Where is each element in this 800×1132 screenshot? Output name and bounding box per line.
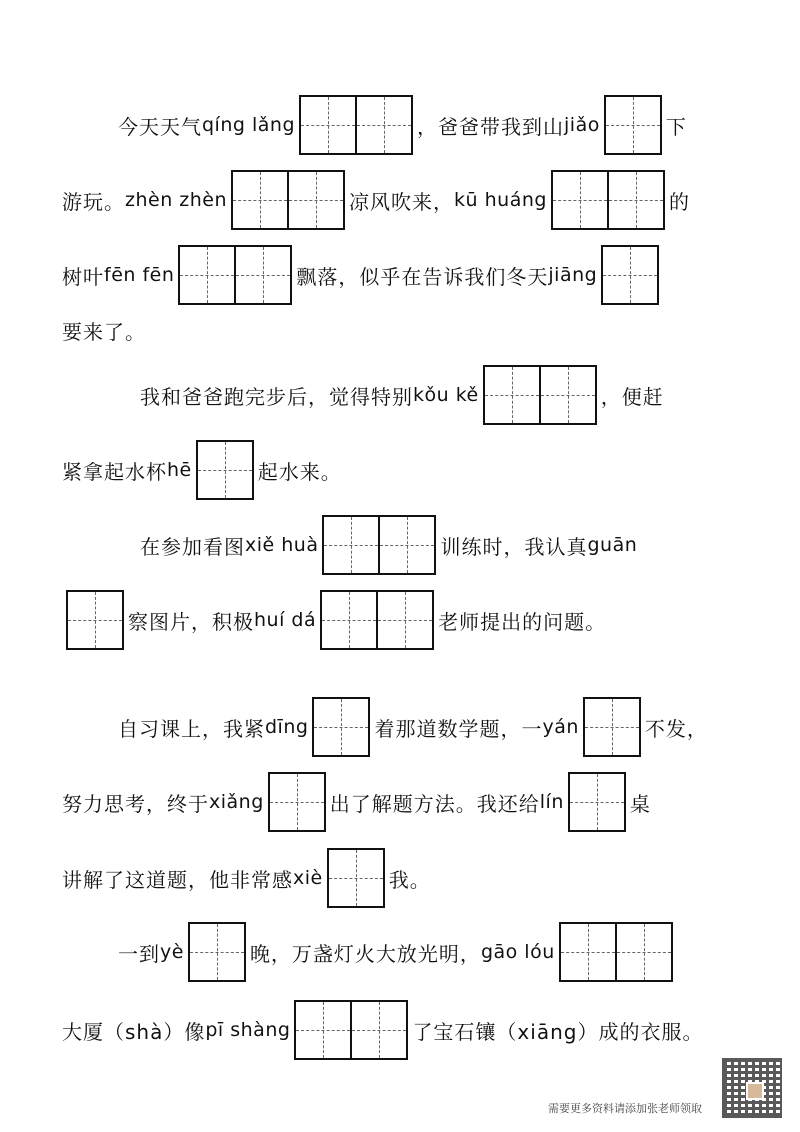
pinyin-prompt: qíng lǎng bbox=[202, 114, 296, 136]
pinyin-prompt: xiǎng bbox=[209, 791, 264, 813]
answer-box[interactable] bbox=[231, 170, 289, 230]
answer-box[interactable] bbox=[322, 515, 380, 575]
answer-box-group[interactable] bbox=[551, 170, 665, 230]
answer-box-group[interactable] bbox=[231, 170, 345, 230]
answer-box[interactable] bbox=[607, 170, 665, 230]
answer-box[interactable] bbox=[559, 922, 617, 982]
sentence-text: 我和爸爸跑完步后，觉得特别 bbox=[140, 384, 413, 409]
sentence-text: 在参加看图 bbox=[140, 534, 245, 559]
sentence-text: ，便赶 bbox=[600, 384, 664, 409]
text-line bbox=[62, 245, 663, 305]
answer-box-group[interactable] bbox=[66, 590, 124, 650]
answer-box[interactable] bbox=[287, 170, 345, 230]
pinyin-prompt: zhèn zhèn bbox=[125, 189, 228, 211]
answer-box[interactable] bbox=[539, 365, 597, 425]
sentence-text: 训练时，我认真 bbox=[440, 534, 588, 559]
pinyin-prompt: jiāng bbox=[548, 264, 598, 286]
pinyin-prompt: kǒu kě bbox=[413, 384, 479, 406]
pinyin-prompt: huí dá bbox=[254, 609, 317, 631]
answer-box-group[interactable] bbox=[601, 245, 659, 305]
text-line bbox=[140, 515, 637, 575]
text-line bbox=[62, 590, 606, 650]
answer-box[interactable] bbox=[615, 922, 673, 982]
sentence-text: 我。 bbox=[388, 867, 431, 892]
pinyin-prompt: dīng bbox=[265, 716, 309, 738]
answer-box-group[interactable] bbox=[312, 697, 370, 757]
answer-box[interactable] bbox=[196, 440, 254, 500]
sentence-text: 老师提出的问题。 bbox=[438, 609, 607, 634]
pinyin-prompt: guān bbox=[587, 534, 638, 556]
pinyin-prompt: hē bbox=[167, 459, 192, 481]
text-line bbox=[118, 95, 687, 155]
answer-box-group[interactable] bbox=[188, 922, 246, 982]
answer-box-group[interactable] bbox=[196, 440, 254, 500]
answer-box[interactable] bbox=[188, 922, 246, 982]
text-line bbox=[62, 170, 690, 230]
answer-box-group[interactable] bbox=[322, 515, 436, 575]
sentence-text: 游玩。 bbox=[62, 189, 125, 214]
answer-box-group[interactable] bbox=[583, 697, 641, 757]
sentence-text: 飘落，似乎在告诉我们冬天 bbox=[296, 264, 549, 289]
answer-box-group[interactable] bbox=[320, 590, 434, 650]
answer-box-group[interactable] bbox=[178, 245, 292, 305]
answer-box[interactable] bbox=[604, 95, 662, 155]
answer-box[interactable] bbox=[327, 848, 385, 908]
footer-note: 需要更多资料请添加张老师领取 bbox=[548, 1102, 702, 1115]
sentence-text: 要来了。 bbox=[62, 319, 146, 344]
text-line bbox=[62, 772, 651, 832]
sentence-text: 了宝石镶（xiāng）成的衣服。 bbox=[412, 1019, 704, 1044]
answer-box-group[interactable] bbox=[294, 1000, 408, 1060]
answer-box-group[interactable] bbox=[268, 772, 326, 832]
pinyin-prompt: jiǎo bbox=[564, 114, 600, 136]
qr-code-icon bbox=[722, 1058, 782, 1118]
answer-box[interactable] bbox=[350, 1000, 408, 1060]
answer-box[interactable] bbox=[312, 697, 370, 757]
sentence-text: 树叶 bbox=[62, 264, 104, 289]
answer-box-group[interactable] bbox=[559, 922, 673, 982]
answer-box[interactable] bbox=[601, 245, 659, 305]
answer-box[interactable] bbox=[320, 590, 378, 650]
text-line bbox=[62, 1000, 703, 1060]
answer-box[interactable] bbox=[551, 170, 609, 230]
sentence-text: 讲解了这道题，他非常感 bbox=[62, 867, 293, 892]
answer-box[interactable] bbox=[583, 697, 641, 757]
sentence-text: 今天天气 bbox=[118, 114, 202, 139]
answer-box[interactable] bbox=[376, 590, 434, 650]
pinyin-prompt: yán bbox=[542, 716, 579, 738]
text-line bbox=[62, 440, 342, 500]
text-line bbox=[118, 697, 708, 757]
pinyin-prompt: xiě huà bbox=[245, 534, 319, 556]
answer-box[interactable] bbox=[483, 365, 541, 425]
answer-box-group[interactable] bbox=[568, 772, 626, 832]
answer-box-group[interactable] bbox=[604, 95, 662, 155]
answer-box[interactable] bbox=[268, 772, 326, 832]
answer-box[interactable] bbox=[178, 245, 236, 305]
sentence-text: 大厦（shà）像 bbox=[62, 1019, 206, 1044]
sentence-text: 桌 bbox=[629, 791, 651, 816]
pinyin-prompt: xiè bbox=[293, 867, 323, 889]
answer-box-group[interactable] bbox=[327, 848, 385, 908]
answer-box[interactable] bbox=[66, 590, 124, 650]
sentence-text: 着那道数学题，一 bbox=[374, 716, 543, 741]
answer-box-group[interactable] bbox=[299, 95, 413, 155]
answer-box[interactable] bbox=[294, 1000, 352, 1060]
text-line bbox=[62, 300, 146, 360]
pinyin-prompt: lín bbox=[539, 791, 564, 813]
sentence-text: 晚，万盏灯火大放光明， bbox=[249, 941, 481, 966]
answer-box[interactable] bbox=[234, 245, 292, 305]
pinyin-prompt: pī shàng bbox=[205, 1019, 291, 1041]
sentence-text: 努力思考，终于 bbox=[62, 791, 209, 816]
answer-box[interactable] bbox=[355, 95, 413, 155]
answer-box[interactable] bbox=[568, 772, 626, 832]
sentence-text: 凉风吹来， bbox=[349, 189, 455, 214]
sentence-text: 下 bbox=[665, 114, 687, 139]
answer-box[interactable] bbox=[299, 95, 357, 155]
pinyin-prompt: gāo lóu bbox=[480, 941, 555, 963]
pinyin-prompt: fēn fēn bbox=[104, 264, 175, 286]
sentence-text: ，爸爸带我到山 bbox=[417, 114, 565, 139]
sentence-text: 的 bbox=[668, 189, 690, 214]
sentence-text: 出了解题方法。我还给 bbox=[329, 791, 540, 816]
pinyin-prompt: kū huáng bbox=[454, 189, 547, 211]
text-line bbox=[62, 848, 431, 908]
text-line bbox=[118, 922, 677, 982]
answer-box[interactable] bbox=[378, 515, 436, 575]
pinyin-prompt: yè bbox=[160, 941, 184, 963]
sentence-text: 不发， bbox=[644, 716, 708, 741]
text-line bbox=[140, 365, 664, 425]
sentence-text: 察图片，积极 bbox=[128, 609, 254, 634]
answer-box-group[interactable] bbox=[483, 365, 597, 425]
sentence-text: 自习课上，我紧 bbox=[118, 716, 265, 741]
sentence-text: 一到 bbox=[118, 941, 160, 966]
sentence-text: 起水来。 bbox=[257, 459, 342, 484]
sentence-text: 紧拿起水杯 bbox=[62, 459, 167, 484]
